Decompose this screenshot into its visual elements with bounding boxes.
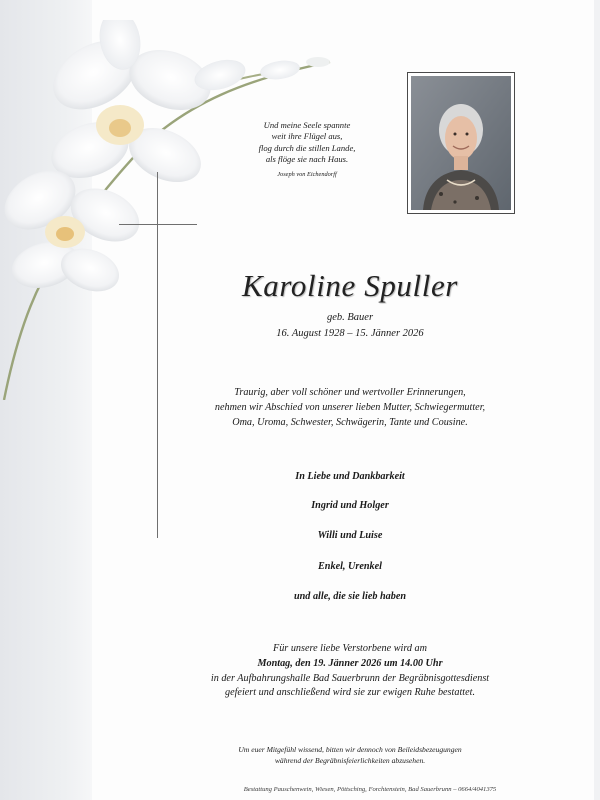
- portrait-photo: [411, 76, 511, 210]
- birth-name: geb. Bauer: [326, 312, 374, 323]
- right-edge: [594, 0, 600, 800]
- family-line-all: und alle, die sie lieb haben: [293, 591, 407, 602]
- poem-line: Und meine Seele spannte: [263, 120, 351, 130]
- family-line-willi: Willi und Luise: [317, 530, 383, 541]
- family-line-grandchildren: Enkel, Urenkel: [318, 561, 382, 572]
- funeral-line: Für unsere liebe Verstorbene wird am: [272, 643, 427, 654]
- poem-line: als flöge sie nach Haus.: [265, 154, 349, 165]
- deceased-name: Karoline Spuller: [242, 268, 458, 303]
- poem-line: flog durch die stillen Lande,: [258, 142, 356, 153]
- funeral-line: gefeiert und anschließend wird sie zur ewigen Ruhe bestattet.: [224, 687, 476, 699]
- poem-line: weit ihre Flügel aus,: [271, 131, 343, 142]
- life-dates: 16. August 1928 – 15. Jänner 2026: [276, 328, 424, 339]
- orchid-decoration-icon: [0, 20, 360, 400]
- poem: [222, 120, 392, 166]
- intro-line: nehmen wir Abschied von unserer lieben Mutter, Schwiegermutter,: [214, 402, 486, 413]
- condolence-line: Um euer Mitgefühl wissend, bitten wir dennoch von Beileidsbezeugungen: [238, 745, 462, 754]
- cross-vertical: [157, 172, 158, 538]
- family-line-gratitude: In Liebe und Dankbarkeit: [295, 471, 405, 482]
- condolence-line: während der Begräbnisfeierlichkeiten abzusehen.: [274, 756, 426, 765]
- intro-line: Traurig, aber voll schöner und wertvoller Erinnerungen,: [234, 387, 466, 398]
- family-line-ingrid: Ingrid und Holger: [311, 500, 389, 511]
- funeral-line: in der Aufbahrungshalle Bad Sauerbrunn der Begräbnisgottesdienst: [210, 672, 490, 684]
- cross-horizontal: [119, 224, 197, 225]
- poem-author: Joseph von Eichendorff: [277, 171, 337, 178]
- condolence-note: [150, 744, 550, 766]
- undertaker-footer: Bestattung Pauschenwein, Wiesen, Pöttsching, Forchtenstein, Bad Sauerbrunn – 0664/4041375: [243, 786, 497, 793]
- intro-text: [150, 385, 550, 430]
- intro-line: Oma, Uroma, Schwester, Schwägerin, Tante und Cousine.: [232, 417, 468, 428]
- funeral-notice: [150, 642, 550, 701]
- funeral-date: Montag, den 19. Jänner 2026 um 14.00 Uhr: [257, 657, 443, 669]
- portrait-frame: [407, 72, 515, 214]
